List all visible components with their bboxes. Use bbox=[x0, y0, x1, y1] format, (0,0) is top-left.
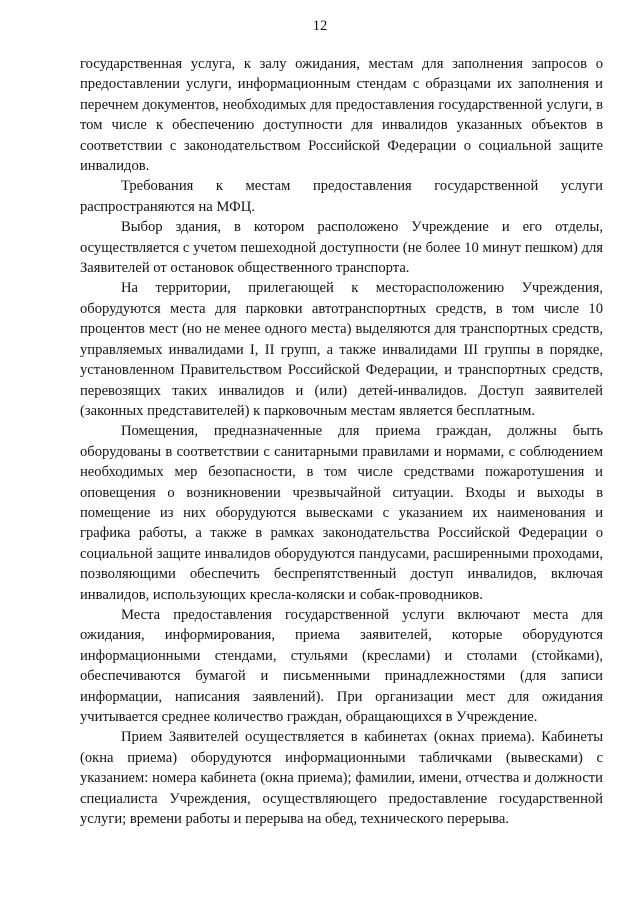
paragraph-waiting-areas: Места предоставления государственной услуги включают места для ожидания, информирования, приема заявителей, которые оборудуются информационными стендами, стульями (креслами) и столами (стойками), обеспечиваются бумагой и письменными принадлежностями (для записи информации, написания заявлений). При организации мест для ожидания учитывается среднее количество граждан, обращающихся в Учреждение. bbox=[80, 606, 603, 725]
paragraph-continuation: государственная услуга, к залу ожидания, местам для заполнения запросов о предоставлении услуги, информационным стендам с образцами их заполнения и перечнем документов, необходимых для предоставления государственной услуги, в том числе к обеспечению доступности для инвалидов указанных объектов в соответствии с законодательством Российской Федерации о социальной защите инвалидов. bbox=[80, 56, 603, 175]
paragraph-building-selection: Выбор здания, в котором расположено Учреждение и его отделы, осуществляется с учетом пешеходной доступности (не более 10 минут пешком) для Заявителей от остановок общественного транспорта. bbox=[80, 219, 603, 277]
page-number: 12 bbox=[312, 18, 328, 34]
paragraph-mfc-requirements: Требования к местам предоставления государственной услуги распространяются на МФЦ. bbox=[80, 178, 603, 215]
paragraph-premises: Помещения, предназначенные для приема граждан, должны быть оборудованы в соответствии с санитарными правилами и нормами, с соблюдением необходимых мер безопасности, в том числе средствами пожаротушения и оповещения о возникновении чрезвычайной ситуации. Входы и выходы в помещение из них оборудуются вывесками с указанием их наименования и графика работы, а также в рамках законодательства Российской Федерации о социальной защите инвалидов оборудуются пандусами, расширенными проходами, позволяющими обеспечить беспрепятственный доступ инвалидов, включая инвалидов, использующих кресла-коляски и собак-проводников. bbox=[80, 423, 603, 603]
paragraph-reception-offices: Прием Заявителей осуществляется в кабинетах (окнах приема). Кабинеты (окна приема) оборудуются информационными табличками (вывесками) с указанием: номера кабинета (окна приема); фамилии, имени, отчества и должности специалиста Учреждения, осуществляющего предоставление государственной услуги; времени работы и перерыва на обед, технического перерыва. bbox=[80, 729, 603, 828]
document-body bbox=[80, 54, 603, 829]
paragraph-parking: На территории, прилегающей к месторасположению Учреждения, оборудуются места для парковки автотранспортных средств, в том числе 10 процентов мест (но не менее одного места) выделяются для транспортных средств, управляемых инвалидами I, II групп, а также инвалидами III группы в порядке, установленном Правительством Российской Федерации, и транспортных средств, перевозящих таких инвалидов и (или) детей-инвалидов. Доступ заявителей (законных представителей) к парковочным местам является бесплатным. bbox=[80, 280, 603, 419]
